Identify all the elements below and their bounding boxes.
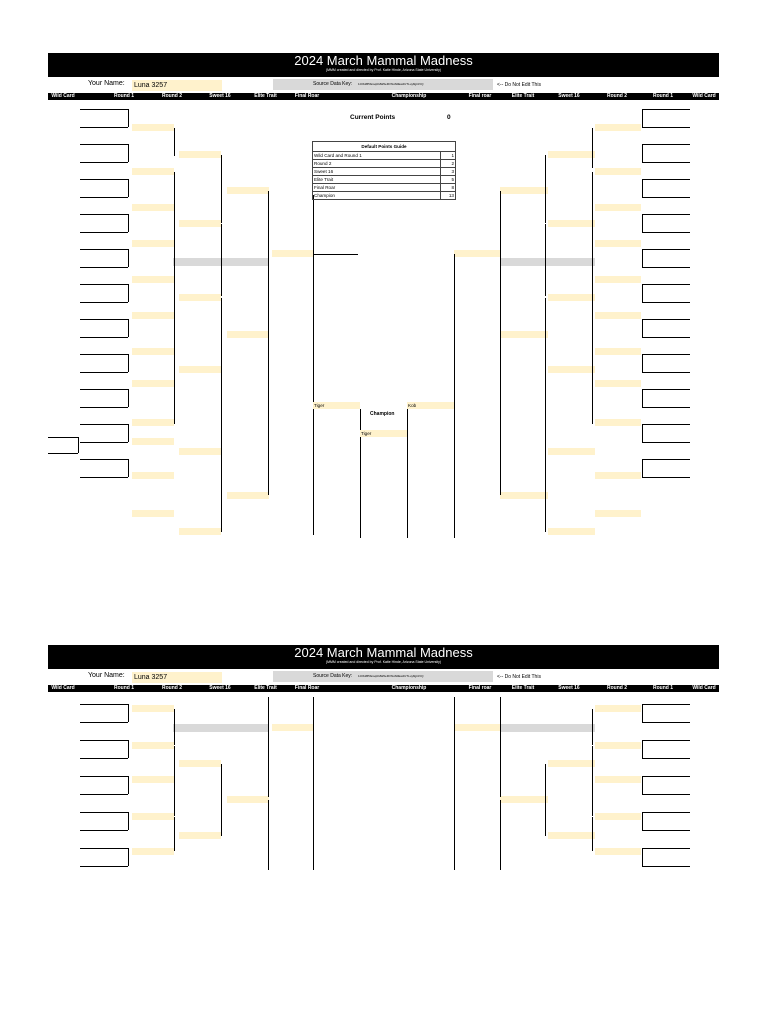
final-pick[interactable] <box>272 724 314 731</box>
bracket-line <box>174 746 175 780</box>
column-header: Sweet 16 <box>209 685 231 691</box>
column-header: Round 1 <box>653 685 673 691</box>
bracket-line <box>642 249 643 267</box>
champion-label: Champion <box>370 411 395 417</box>
bracket-line <box>642 162 690 163</box>
column-header: Elite Trait <box>254 685 277 691</box>
bracket-line <box>642 144 690 145</box>
round2-pick[interactable] <box>132 312 174 319</box>
bracket-line <box>174 244 175 284</box>
round2-pick[interactable] <box>132 742 174 749</box>
bracket-line <box>500 191 501 335</box>
bracket-line <box>500 697 501 797</box>
bracket-line <box>642 109 690 110</box>
round2-pick[interactable] <box>132 168 174 175</box>
round2-pick[interactable] <box>132 419 174 426</box>
round2-pick[interactable] <box>595 705 641 712</box>
bracket-line <box>174 208 175 244</box>
column-header: Final roar <box>468 93 492 99</box>
bracket-line <box>592 817 593 851</box>
round2-pick[interactable] <box>595 240 641 247</box>
bracket-sheet-page-2 <box>48 645 719 870</box>
bracket-line <box>545 764 546 836</box>
column-header: Round 1 <box>114 685 134 691</box>
bracket-line <box>642 424 690 425</box>
bracket-line <box>642 776 643 794</box>
bracket-line <box>128 812 129 830</box>
bracket-line <box>642 830 690 831</box>
guide-row <box>313 152 456 160</box>
bracket-line <box>642 812 643 830</box>
bracket-line <box>500 335 501 495</box>
round2-pick[interactable] <box>132 240 174 247</box>
round2-pick[interactable] <box>595 348 641 355</box>
round2-pick[interactable] <box>595 380 641 387</box>
sweet16-pick[interactable] <box>179 760 221 767</box>
bracket-line <box>80 372 128 373</box>
column-header: Championship <box>391 93 427 99</box>
round2-pick[interactable] <box>132 124 174 131</box>
bracket-line <box>174 172 175 212</box>
bracket-line <box>174 280 175 316</box>
bracket-line <box>642 267 690 268</box>
bracket-line <box>642 354 690 355</box>
column-header: Wild Card <box>692 93 716 99</box>
bracket-line <box>80 144 128 145</box>
bracket-line <box>642 477 690 478</box>
bracket-line <box>268 697 269 797</box>
sweet16-pick[interactable] <box>548 366 595 373</box>
column-header: Final Roar <box>294 685 320 691</box>
bracket-line <box>80 740 128 741</box>
round2-pick[interactable] <box>595 312 641 319</box>
elite-pick[interactable] <box>227 187 269 194</box>
bracket-line <box>128 249 129 267</box>
column-header: Wild Card <box>51 685 75 691</box>
column-header: Round 2 <box>162 93 182 99</box>
bracket-line <box>642 389 643 407</box>
bracket-line <box>313 195 314 535</box>
bracket-line <box>642 302 690 303</box>
elite-pick[interactable] <box>500 796 548 803</box>
region-label <box>500 724 595 732</box>
sheet-subtitle: (MMM created and directed by Prof. Katie Hinde, Arizona State University) <box>325 68 442 72</box>
bracket-line <box>642 407 690 408</box>
column-header: Sweet 16 <box>558 93 580 99</box>
bracket-line <box>642 866 690 867</box>
column-header: Final Roar <box>294 93 320 99</box>
guide-row <box>313 192 456 200</box>
bracket-line <box>642 354 643 372</box>
bracket-line <box>48 437 78 438</box>
bracket-line <box>592 244 593 284</box>
round2-pick[interactable] <box>132 510 174 517</box>
round2-pick[interactable] <box>595 204 641 211</box>
bracket-line <box>642 179 643 197</box>
bracket-line <box>80 704 128 705</box>
sweet16-pick[interactable] <box>548 294 595 301</box>
column-header: Elite Trait <box>511 685 535 691</box>
round2-pick[interactable] <box>595 168 641 175</box>
bracket-line <box>221 370 222 452</box>
bracket-line <box>128 319 129 337</box>
round2-pick[interactable] <box>595 813 641 820</box>
bracket-line <box>128 389 129 407</box>
bracket-line <box>454 697 455 870</box>
sweet16-pick[interactable] <box>179 366 221 373</box>
bracket-line <box>128 109 129 127</box>
bracket-line <box>80 407 128 408</box>
bracket-line <box>642 459 643 477</box>
bracket-line <box>545 155 546 223</box>
bracket-line <box>80 267 128 268</box>
column-header: Elite Trait <box>254 93 277 99</box>
elite-pick[interactable] <box>500 187 548 194</box>
guide-round-label: Elite Trait <box>313 176 441 184</box>
bracket-line <box>642 848 690 849</box>
bracket-line <box>128 848 129 866</box>
bracket-line <box>221 764 222 836</box>
title-bar <box>48 645 719 669</box>
bracket-line <box>642 127 690 128</box>
bracket-line <box>48 453 78 454</box>
guide-round-label: Wild Card and Round 1 <box>313 152 441 160</box>
guide-round-label: Champion <box>313 192 441 200</box>
bracket-line <box>221 452 222 532</box>
bracket-line <box>174 352 175 384</box>
round2-pick[interactable] <box>132 705 174 712</box>
column-header: Round 2 <box>607 685 627 691</box>
bracket-line <box>128 776 129 794</box>
round2-pick[interactable] <box>132 848 174 855</box>
bracket-line <box>80 459 128 460</box>
champion-pick[interactable]: Tiger <box>360 430 407 437</box>
bracket-line <box>642 704 643 722</box>
your-name-field[interactable]: Luna 3257 <box>132 672 222 683</box>
bracket-line <box>313 697 314 870</box>
bracket-line <box>360 409 361 538</box>
bracket-line <box>642 214 643 232</box>
bracket-line <box>128 459 129 477</box>
source-key-value[interactable]: 1z0b1B5bnsqt0dW6eFhWuS0EwdUTLuy8gCiVQ <box>358 674 424 678</box>
bracket-line <box>174 780 175 816</box>
bracket-line <box>128 214 129 232</box>
column-header: Wild Card <box>692 685 716 691</box>
guide-row <box>313 168 456 176</box>
final-pick[interactable] <box>454 724 500 731</box>
bracket-line <box>128 144 129 162</box>
bracket-line <box>313 254 358 255</box>
bracket-line <box>221 298 222 370</box>
bracket-line <box>80 389 128 390</box>
guide-points-value: 2 <box>441 160 456 168</box>
bracket-line <box>642 459 690 460</box>
bracket-line <box>592 208 593 244</box>
bracket-line <box>545 370 546 452</box>
column-header: Championship <box>391 685 427 691</box>
guide-row <box>313 176 456 184</box>
bracket-line <box>642 722 690 723</box>
do-not-edit-note: <-- Do Not Edit This <box>497 674 541 680</box>
bracket-line <box>80 127 128 128</box>
bracket-line <box>642 848 643 866</box>
guide-points-value: 8 <box>441 184 456 192</box>
bracket-line <box>642 284 643 302</box>
your-name-label: Your Name: <box>88 80 125 87</box>
round2-pick[interactable] <box>595 510 641 517</box>
bracket-line <box>545 452 546 532</box>
bracket-line <box>592 280 593 316</box>
guide-round-label: Sweet 16 <box>313 168 441 176</box>
round2-pick[interactable] <box>595 472 641 479</box>
round2-pick[interactable] <box>132 438 174 445</box>
your-name-label: Your Name: <box>88 672 125 679</box>
your-name-field[interactable]: Luna 3257 <box>132 80 222 91</box>
round2-pick[interactable] <box>595 276 641 283</box>
bracket-line <box>642 389 690 390</box>
bracket-line <box>642 214 690 215</box>
bracket-line <box>642 776 690 777</box>
guide-points-value: 13 <box>441 192 456 200</box>
bracket-line <box>642 442 690 443</box>
round2-pick[interactable] <box>595 848 641 855</box>
bracket-line <box>174 128 175 156</box>
bracket-line <box>80 232 128 233</box>
region-label <box>173 724 268 732</box>
bracket-line <box>592 384 593 424</box>
elite-pick[interactable] <box>227 331 269 338</box>
bracket-line <box>545 298 546 370</box>
sweet16-pick[interactable] <box>548 151 595 158</box>
bracket-sheet-page-1 <box>48 53 719 538</box>
sweet16-pick[interactable] <box>548 760 595 767</box>
column-header: Elite Trait <box>511 93 535 99</box>
bracket-line <box>592 316 593 352</box>
round2-pick[interactable] <box>132 380 174 387</box>
current-points-label: Current Points <box>350 114 396 121</box>
guide-row <box>313 160 456 168</box>
bracket-line <box>80 302 128 303</box>
do-not-edit-note: <-- Do Not Edit This <box>497 82 541 88</box>
guide-points-value: 1 <box>441 152 456 160</box>
guide-points-value: 3 <box>441 168 456 176</box>
sweet16-pick[interactable] <box>179 832 221 839</box>
bracket-line <box>80 477 128 478</box>
bracket-line <box>80 162 128 163</box>
bracket-line <box>174 817 175 851</box>
round2-pick[interactable] <box>595 124 641 131</box>
bracket-line <box>80 214 128 215</box>
source-key-label: Source Data Key: <box>313 673 353 679</box>
bracket-line <box>642 372 690 373</box>
bracket-line <box>80 424 128 425</box>
guide-round-label: Round 2 <box>313 160 441 168</box>
bracket-line <box>80 794 128 795</box>
bracket-line <box>128 284 129 302</box>
column-header: Round 2 <box>607 93 627 99</box>
bracket-line <box>642 794 690 795</box>
column-header: Sweet 16 <box>209 93 231 99</box>
sheet-title: 2024 March Mammal Madness <box>294 645 473 660</box>
column-header: Wild Card <box>51 93 75 99</box>
sheet-subtitle: (MMM created and directed by Prof. Katie Hinde, Arizona State University) <box>325 660 442 664</box>
source-key-label: Source Data Key: <box>313 81 353 87</box>
bracket-line <box>174 316 175 352</box>
bracket-line <box>592 746 593 780</box>
sheet-title: 2024 March Mammal Madness <box>294 53 473 68</box>
bracket-line <box>592 352 593 384</box>
bracket-line <box>80 197 128 198</box>
bracket-line <box>128 740 129 758</box>
bracket-line <box>80 284 128 285</box>
final-pick[interactable] <box>454 250 500 257</box>
source-key-value[interactable]: 1z0b1B5bnsqt0dW6eFhWuS0EwdUTLuy8gCiVQ <box>358 82 424 86</box>
title-bar <box>48 53 719 77</box>
bracket-line <box>642 179 690 180</box>
round-header-bar <box>48 93 719 100</box>
source-key-box <box>273 671 493 682</box>
bracket-line <box>80 848 128 849</box>
bracket-line <box>407 409 408 538</box>
bracket-line <box>80 776 128 777</box>
bracket-line <box>128 424 129 442</box>
column-header: Round 1 <box>653 93 673 99</box>
bracket-line <box>128 179 129 197</box>
bracket-line <box>642 319 690 320</box>
bracket-line <box>80 249 128 250</box>
bracket-line <box>268 191 269 335</box>
bracket-line <box>642 740 643 758</box>
bracket-line <box>642 197 690 198</box>
column-header: Round 1 <box>114 93 134 99</box>
column-header: Final roar <box>468 685 492 691</box>
bracket-line <box>642 812 690 813</box>
column-header: Round 2 <box>162 685 182 691</box>
bracket-line <box>268 800 269 870</box>
round2-pick[interactable] <box>132 813 174 820</box>
sweet16-pick[interactable] <box>179 294 221 301</box>
bracket-line <box>592 780 593 816</box>
bracket-line <box>642 249 690 250</box>
bracket-line <box>80 722 128 723</box>
bracket-line <box>80 830 128 831</box>
sweet16-pick[interactable] <box>179 220 221 227</box>
sweet16-pick[interactable] <box>548 832 595 839</box>
round2-pick[interactable] <box>132 472 174 479</box>
sweet16-pick[interactable] <box>548 220 595 227</box>
bracket-line <box>545 224 546 296</box>
round2-pick[interactable] <box>595 776 641 783</box>
final-pick[interactable] <box>272 250 314 257</box>
bracket-line <box>454 254 455 538</box>
round2-pick[interactable] <box>132 776 174 783</box>
current-points-value: 0 <box>447 114 451 121</box>
bracket-line <box>80 109 128 110</box>
bracket-line <box>80 319 128 320</box>
sweet16-pick[interactable] <box>179 151 221 158</box>
bracket-line <box>642 758 690 759</box>
elite-pick[interactable] <box>227 492 269 499</box>
bracket-line <box>128 354 129 372</box>
guide-points-value: 5 <box>441 176 456 184</box>
region-label <box>500 258 595 266</box>
guide-row <box>313 184 456 192</box>
round2-pick[interactable] <box>132 348 174 355</box>
bracket-line <box>642 232 690 233</box>
bracket-line <box>642 740 690 741</box>
final-left-pick[interactable]: Tiger <box>313 402 360 409</box>
guide-title: Default Points Guide <box>313 142 456 152</box>
bracket-line <box>80 179 128 180</box>
column-header: Sweet 16 <box>558 685 580 691</box>
sweet16-pick[interactable] <box>179 528 221 535</box>
sweet16-pick[interactable] <box>548 448 595 455</box>
bracket-line <box>80 337 128 338</box>
elite-pick[interactable] <box>500 492 548 499</box>
bracket-line <box>592 172 593 212</box>
sweet16-pick[interactable] <box>179 448 221 455</box>
bracket-line <box>221 224 222 296</box>
bracket-line <box>642 337 690 338</box>
bracket-line <box>128 704 129 722</box>
bracket-line <box>268 335 269 495</box>
final-right-pick[interactable]: Kob <box>407 402 454 409</box>
bracket-line <box>592 709 593 745</box>
bracket-line <box>80 866 128 867</box>
bracket-line <box>78 437 79 453</box>
guide-round-label: Final Roar <box>313 184 441 192</box>
elite-pick[interactable] <box>500 331 548 338</box>
bracket-line <box>80 758 128 759</box>
bracket-line <box>174 709 175 745</box>
source-key-box <box>273 79 493 90</box>
points-guide-table <box>312 141 456 200</box>
bracket-line <box>221 155 222 223</box>
bracket-line <box>174 384 175 424</box>
round-header-bar <box>48 685 719 692</box>
bracket-line <box>642 144 643 162</box>
bracket-line <box>80 812 128 813</box>
bracket-line <box>592 128 593 168</box>
bracket-line <box>80 354 128 355</box>
bracket-line <box>80 442 128 443</box>
sweet16-pick[interactable] <box>548 528 595 535</box>
round2-pick[interactable] <box>132 276 174 283</box>
round2-pick[interactable] <box>132 204 174 211</box>
elite-pick[interactable] <box>227 796 269 803</box>
bracket-line <box>642 319 643 337</box>
round2-pick[interactable] <box>595 742 641 749</box>
bracket-line <box>642 284 690 285</box>
bracket-line <box>642 109 643 127</box>
bracket-line <box>642 704 690 705</box>
round2-pick[interactable] <box>595 419 641 426</box>
bracket-line <box>500 800 501 870</box>
bracket-line <box>642 424 643 442</box>
